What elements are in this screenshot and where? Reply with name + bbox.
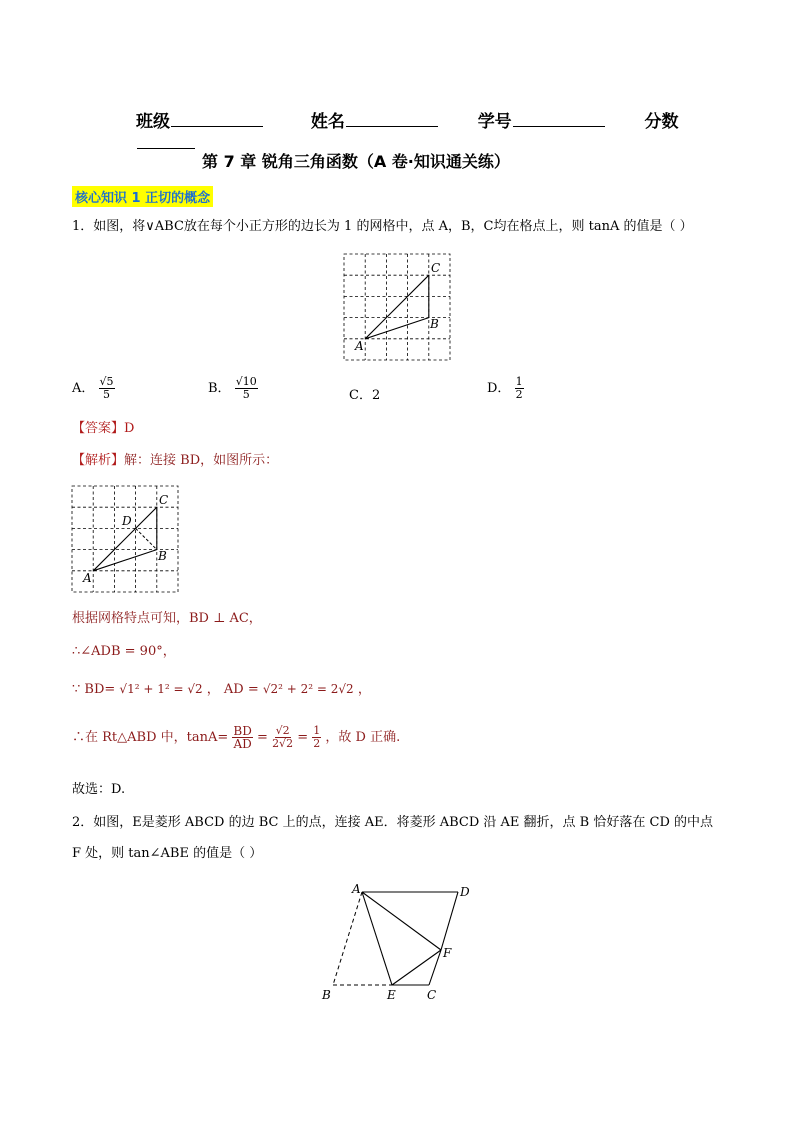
q1-line4-suffix: ，故 D 正确. — [325, 730, 401, 745]
q1-line4-frac2 — [272, 725, 293, 750]
q1-line3-ad-label: ， AD = — [206, 682, 259, 697]
q1-option-b-label: B． — [208, 381, 231, 396]
q1-analysis-label-a: A — [83, 571, 92, 585]
q1-option-d-label: D． — [487, 381, 511, 396]
q1-line2: ∴∠ADB = 90°， — [72, 644, 176, 659]
q1-option-b-num: √10 — [235, 375, 257, 388]
q1-option-a-den: 5 — [103, 388, 111, 401]
name-label: 姓名 — [310, 112, 345, 132]
score-label: 分数 — [644, 112, 679, 132]
score-blank[interactable] — [137, 132, 195, 149]
q2-label-a: A — [352, 882, 361, 896]
q1-line3-end: ， — [357, 682, 371, 697]
class-label: 班级 — [136, 112, 170, 132]
q1-option-a[interactable] — [72, 376, 115, 401]
q1-choose: 故选：D. — [72, 782, 126, 797]
q1-stem: 1．如图，将∨ABC放在每个小正方形的边长为 1 的网格中，点 A，B，C均在格点上，则 tanA 的值是（ ） — [72, 219, 693, 234]
q1-fig-label-c: C — [431, 261, 441, 275]
q1-option-a-label: A． — [72, 381, 95, 396]
q1-option-d-den: 2 — [515, 388, 523, 401]
q1-option-d-num: 1 — [515, 375, 523, 388]
page-title: 第 7 章 锐角三角函数（A 卷·知识通关练） — [202, 152, 510, 171]
q2-label-b: B — [322, 988, 331, 1002]
q1-option-a-num: √5 — [99, 375, 114, 388]
q1-line4-frac3-num: 1 — [313, 724, 321, 737]
q2-label-c: C — [427, 988, 437, 1002]
q1-analysis-label-c: C — [159, 493, 169, 507]
q1-line1: 根据网格特点可知，BD ⊥ AC， — [72, 611, 262, 626]
q1-option-d[interactable] — [487, 376, 524, 401]
q1-line4-prefix: ∴在 Rt△ABD 中，tanA= — [72, 730, 229, 745]
q1-analysis-text: 解：连接 BD，如图所示： — [124, 453, 279, 468]
q1-option-b-fraction — [235, 376, 258, 401]
q1-option-c[interactable]: C．2 — [349, 388, 381, 403]
q2-label-e: E — [387, 988, 396, 1002]
class-blank[interactable] — [171, 110, 263, 127]
q1-line4-frac1 — [232, 725, 252, 750]
q1-option-b-den: 5 — [242, 388, 250, 401]
id-blank[interactable] — [513, 110, 605, 127]
q2-stem-line2: F 处，则 tan∠ABE 的值是（ ） — [72, 846, 263, 861]
q2-rhombus-figure — [316, 878, 486, 1008]
q1-line4-frac2-num: √2 — [275, 724, 290, 737]
q1-line4 — [72, 725, 400, 750]
q1-option-d-fraction — [515, 376, 524, 401]
q1-bd-segment — [136, 528, 157, 549]
q1-analysis-label-b: B — [158, 549, 167, 563]
q1-line4-eq2: = — [297, 730, 309, 745]
q1-analysis-figure — [66, 482, 184, 594]
q1-analysis-tag: 【解析】 — [72, 453, 125, 468]
header-line — [136, 107, 736, 154]
q2-stem-line1: 2．如图，E是菱形 ABCD 的边 BC 上的点，连接 AE．将菱形 ABCD 沿 AE 翻折，点 B 恰好落在 CD 的中点 — [72, 815, 714, 830]
q1-fig-label-a: A — [355, 339, 364, 353]
q1-analysis — [72, 452, 278, 470]
q2-label-d: D — [460, 885, 470, 899]
name-blank[interactable] — [346, 110, 438, 127]
q1-line4-frac2-den: 2√2 — [272, 737, 294, 750]
q1-answer: 【答案】D — [72, 421, 135, 436]
q1-grid-figure — [338, 250, 458, 362]
q1-line4-frac1-num: BD — [233, 724, 252, 738]
q1-line3-bd-value: √1² + 1² = √2 — [119, 682, 203, 696]
q1-analysis-label-d: D — [122, 514, 132, 528]
q1-line4-frac1-den: AD — [233, 737, 252, 751]
section-heading: 核心知识 1 正切的概念 — [72, 186, 213, 207]
id-label: 学号 — [477, 112, 512, 132]
q1-line3 — [72, 680, 371, 699]
q1-line4-frac3-den: 2 — [313, 737, 321, 750]
q1-line3-ad-value: √2² + 2² = 2√2 — [262, 682, 354, 696]
q1-line3-bd-label: ∵ BD= — [72, 682, 116, 697]
q1-option-a-fraction — [99, 376, 115, 401]
q1-line4-frac3 — [312, 725, 321, 750]
q2-label-f: F — [443, 946, 452, 960]
q1-option-b[interactable] — [208, 376, 258, 401]
q1-line4-eq1: = — [257, 730, 268, 745]
q1-fig-label-b: B — [430, 317, 439, 331]
